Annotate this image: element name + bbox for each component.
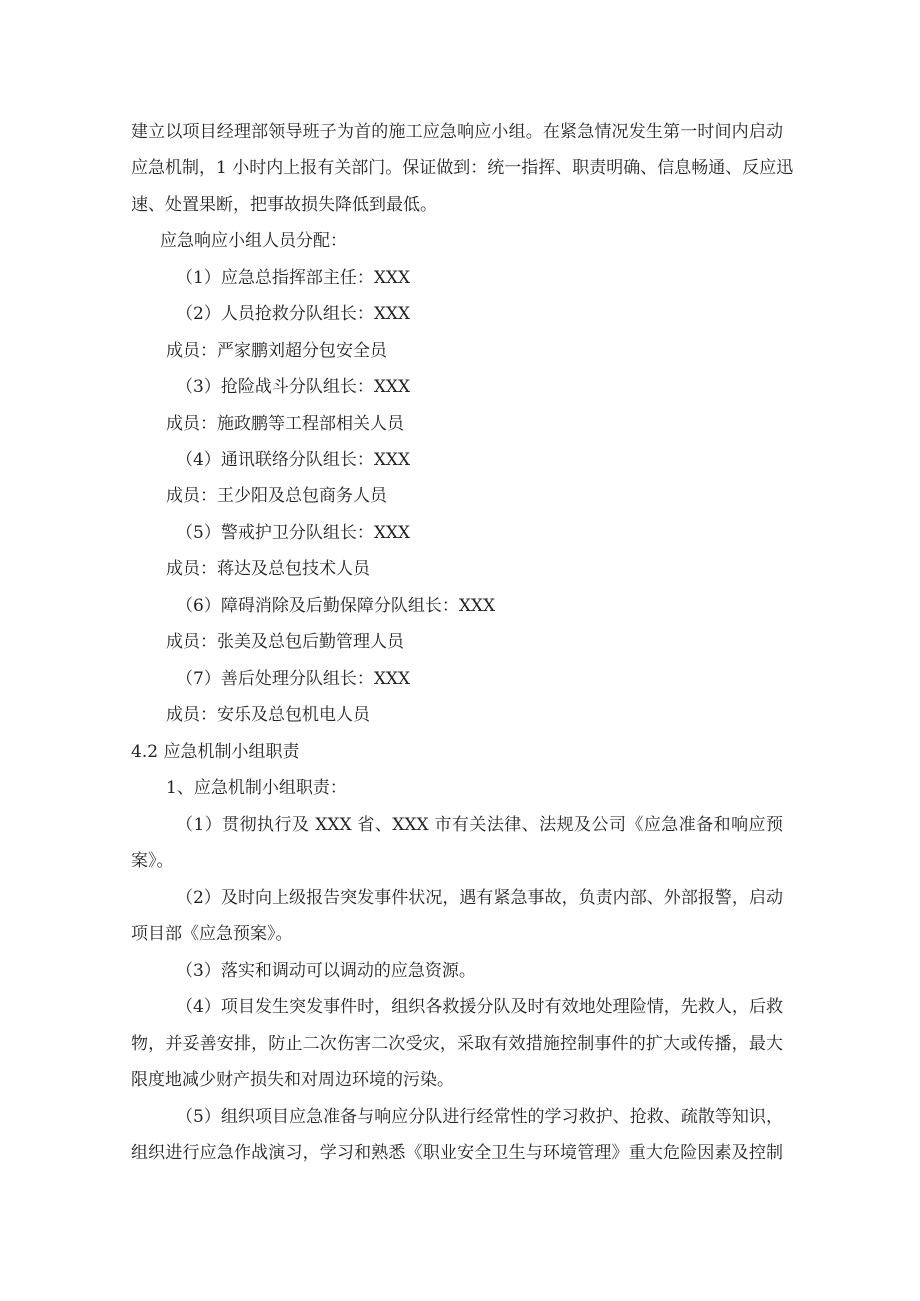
duty-5-line-2: 组织进行应急作战演习，学习和熟悉《职业安全卫生与环境管理》重大危险因素及控制 [131,1143,783,1163]
team-item-3-members: 成员：施政鹏等工程部相关人员 [166,414,404,434]
team-item-7-leader: （7）善后处理分队组长：XXX [176,669,411,689]
team-item-6-members: 成员：张美及总包后勤管理人员 [166,632,404,652]
team-item-6-leader: （6）障碍消除及后勤保障分队组长：XXX [176,596,496,616]
allocation-title: 应急响应小组人员分配： [160,231,347,251]
duty-2-line-1: （2）及时向上级报告突发事件状况，遇有紧急事故，负责内部、外部报警，启动 [176,888,783,908]
duty-4-line-3: 限度地减少财产损失和对周边环境的污染。 [131,1070,454,1090]
team-item-5-leader: （5）警戒护卫分队组长：XXX [176,523,411,543]
duty-4-line-1: （4）项目发生突发事件时，组织各救援分队及时有效地处理险情，先救人，后救 [176,997,783,1017]
team-item-4-members: 成员：王少阳及总包商务人员 [166,486,387,506]
duty-2-line-2: 项目部《应急预案》。 [131,924,293,944]
team-item-3-leader: （3）抢险战斗分队组长：XXX [176,377,411,397]
duty-4-line-2: 物，并妥善安排，防止二次伤害二次受灾，采取有效措施控制事件的扩大或传播，最大 [131,1034,783,1054]
duty-1-line-1: （1）贯彻执行及 XXX 省、XXX 市有关法律、法规及公司《应急准备和响应预 [176,815,783,835]
team-item-7-members: 成员：安乐及总包机电人员 [166,705,370,725]
duty-1-line-2: 案》。 [131,851,174,871]
duty-5-line-1: （5）组织项目应急准备与响应分队进行经常性的学习救护、抢救、疏散等知识， [176,1107,783,1127]
team-item-5-members: 成员：蒋达及总包技术人员 [166,559,370,579]
team-item-1-leader: （1）应急总指挥部主任：XXX [176,268,411,288]
paragraph-1-line-3: 速、处置果断，把事故损失降低到最低。 [131,195,437,215]
duty-3-line-1: （3）落实和调动可以调动的应急资源。 [176,961,476,981]
paragraph-1-line-1: 建立以项目经理部领导班子为首的施工应急响应小组。在紧急情况发生第一时间内启动 [131,122,783,142]
subsection-heading: 1、应急机制小组职责： [166,778,347,798]
paragraph-1-line-2: 应急机制，1 小时内上报有关部门。保证做到：统一指挥、职责明确、信息畅通、反应迅 [131,158,794,178]
team-item-4-leader: （4）通讯联络分队组长：XXX [176,450,411,470]
team-item-2-members: 成员：严家鹏刘超分包安全员 [166,341,387,361]
team-item-2-leader: （2）人员抢救分队组长：XXX [176,304,411,324]
section-heading: 4.2 应急机制小组职责 [131,742,300,762]
